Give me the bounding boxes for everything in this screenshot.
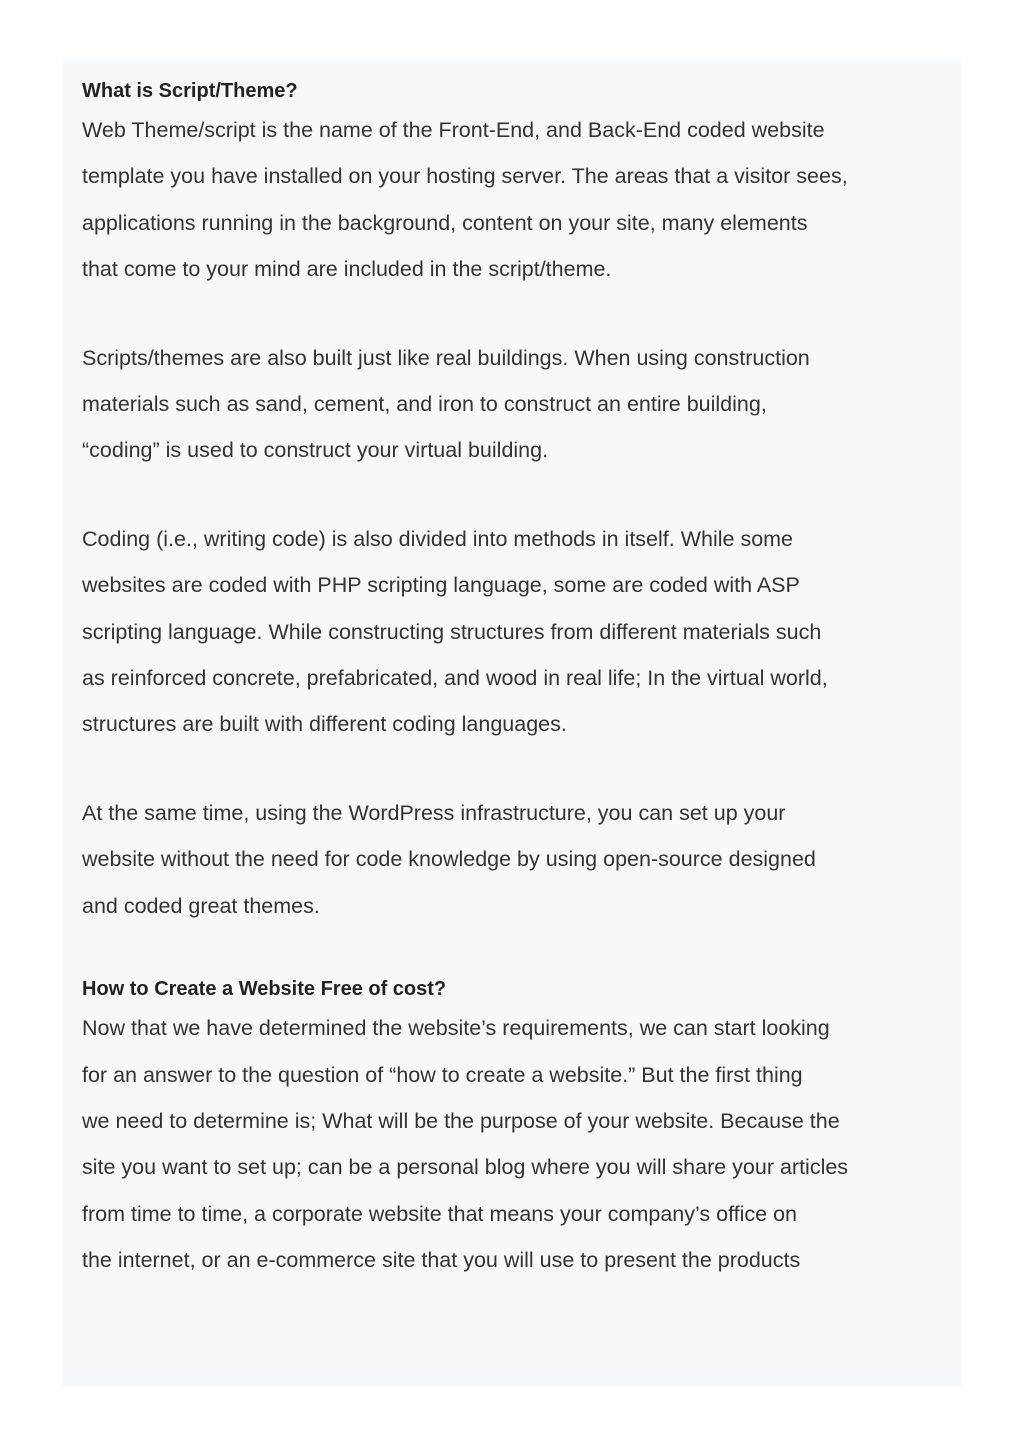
paragraph: [82, 790, 942, 929]
paragraph: [82, 1005, 942, 1283]
text-line: Scripts/themes are also built just like real buildings. When using construction: [82, 345, 810, 370]
text-line: structures are built with different coding languages.: [82, 712, 567, 737]
paragraph: [82, 335, 942, 474]
text-line: At the same time, using the WordPress infrastructure, you can set up your: [82, 800, 786, 825]
text-line: materials such as sand, cement, and iron to construct an entire building,: [82, 392, 767, 417]
text-line: scripting language. While constructing structures from different materials such: [82, 619, 822, 644]
text-line: Coding (i.e., writing code) is also divided into methods in itself. While some: [82, 526, 794, 551]
paragraph: [82, 516, 942, 748]
text-line: for an answer to the question of “how to create a website.” But the first thing: [82, 1062, 803, 1087]
text-line: site you want to set up; can be a personal blog where you will share your articles: [82, 1155, 849, 1180]
article-card: [62, 61, 962, 1386]
text-line: from time to time, a corporate website that means your company’s office on: [82, 1201, 798, 1226]
text-line: the internet, or an e-commerce site that you will use to present the products: [82, 1248, 801, 1273]
text-line: websites are coded with PHP scripting language, some are coded with ASP: [82, 573, 800, 598]
text-line: Now that we have determined the website’s requirements, we can start looking: [82, 1016, 830, 1041]
text-line: as reinforced concrete, prefabricated, and wood in real life; In the virtual world,: [82, 666, 828, 691]
section-heading-script-theme: What is Script/Theme?: [82, 80, 298, 102]
text-line: that come to your mind are included in the script/theme.: [82, 257, 612, 282]
text-line: we need to determine is; What will be the purpose of your website. Because the: [82, 1108, 840, 1133]
paragraph: [82, 107, 942, 293]
text-line: and coded great themes.: [82, 893, 320, 918]
text-line: applications running in the background, content on your site, many elements: [82, 210, 808, 235]
text-line: Web Theme/script is the name of the Front-End, and Back-End coded website: [82, 118, 825, 142]
section-heading-create-website: How to Create a Website Free of cost?: [82, 978, 447, 1001]
text-line: website without the need for code knowledge by using open-source designed: [82, 847, 816, 872]
text-line: “coding” is used to construct your virtual building.: [82, 438, 549, 463]
text-line: template you have installed on your hosting server. The areas that a visitor sees,: [82, 164, 848, 189]
